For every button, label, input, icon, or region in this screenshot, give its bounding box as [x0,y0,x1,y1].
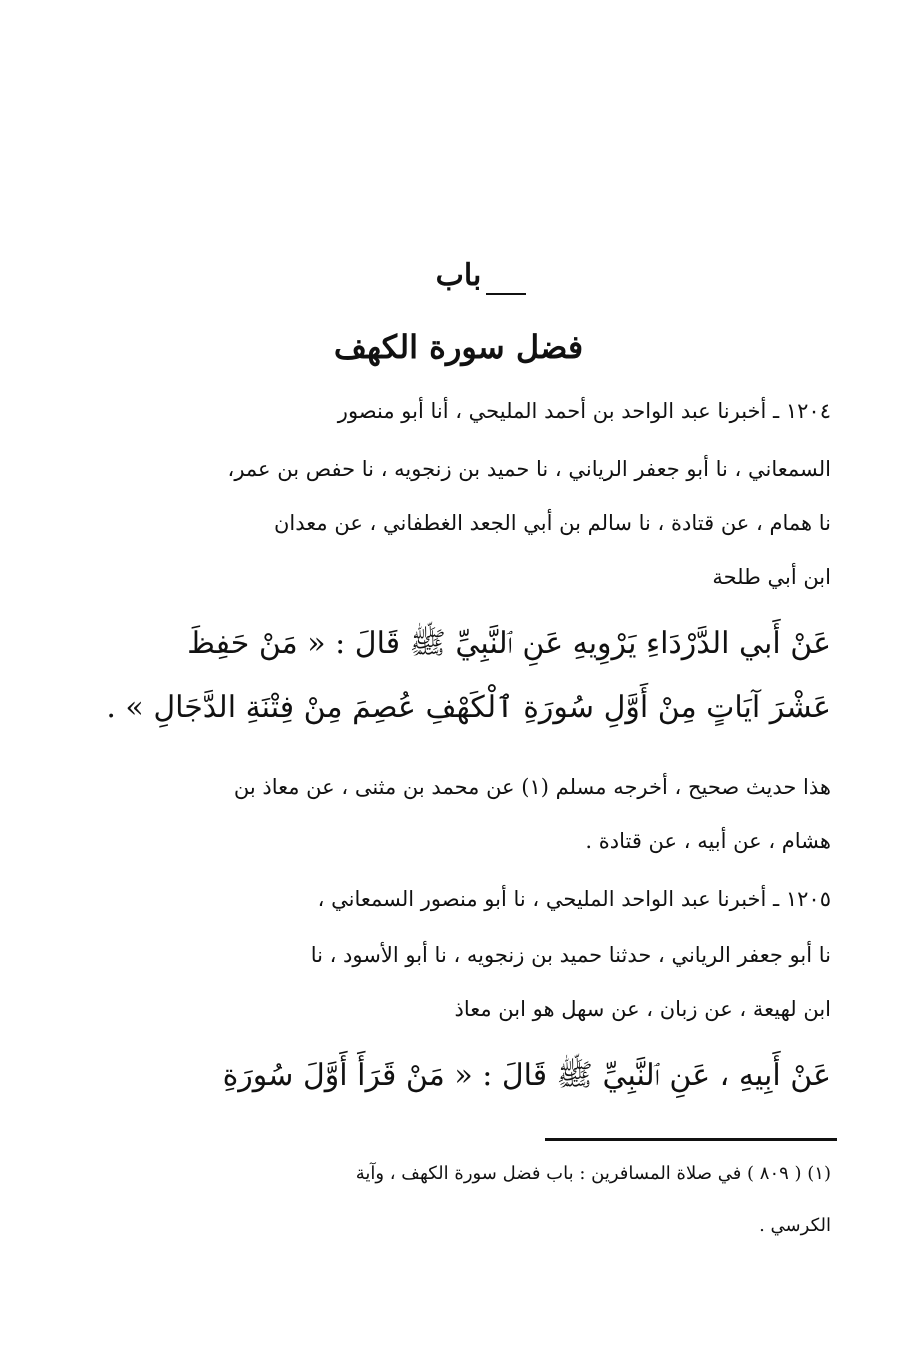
hadith-1204-comment-line-2: هشام ، عن أبيه ، عن قتادة . [585,829,831,853]
footnote-line-1: (١) ( ٨٠٩ ) في صلاة المسافرين : باب فضل سورة الكهف ، وآية [355,1163,831,1184]
footnote-separator [545,1138,837,1141]
hadith-1205-isnad-line-2: نا أبو جعفر الرياني ، حدثنا حميد بن زنجويه ، نا أبو الأسود ، نا [310,943,831,967]
hadith-1205-matn-line-1: عَنْ أَبِيهِ ، عَنِ ٱلنَّبِيِّ ﷺ قَالَ : « مَنْ قَرَأَ أَوَّلَ سُورَةِ [222,1058,831,1093]
hadith-1204-isnad-line-2: السمعاني ، نا أبو جعفر الرياني ، نا حميد بن زنجويه ، نا حفص بن عمر، [227,457,831,481]
hadith-1204-comment-line-1: هذا حديث صحيح ، أخرجه مسلم (١) عن محمد بن مثنى ، عن معاذ بن [233,775,831,799]
chapter-heading: باب [435,258,482,293]
hadith-1204-isnad-line-4: ابن أبي طلحة [712,565,831,589]
hadith-1204-isnad-line-3: نا همام ، عن قتادة ، نا سالم بن أبي الجعد الغطفاني ، عن معدان [274,511,831,535]
chapter-heading-underline [486,293,526,295]
hadith-1204-isnad-line-1: ١٢٠٤ ـ أخبرنا عبد الواحد بن أحمد المليحي ، أنا أبو منصور [337,399,831,423]
hadith-1204-matn-line-2: عَشْرَ آيَاتٍ مِنْ أَوَّلِ سُورَةِ ٱلْكَهْفِ عُصِمَ مِنْ فِتْنَةِ الدَّجَالِ » . [106,690,831,725]
hadith-1204-matn-line-1: عَنْ أَبي الدَّرْدَاءِ يَرْوِيهِ عَنِ ٱلنَّبِيِّ ﷺ قَالَ : « مَنْ حَفِظَ [187,626,831,661]
hadith-1205-isnad-line-3: ابن لهيعة ، عن زبان ، عن سهل هو ابن معاذ [454,997,831,1021]
section-title: فضل سورة الكهف [333,328,584,366]
hadith-1205-isnad-line-1: ١٢٠٥ ـ أخبرنا عبد الواحد المليحي ، نا أبو منصور السمعاني ، [317,887,831,911]
footnote-line-2: الكرسي . [759,1215,831,1236]
